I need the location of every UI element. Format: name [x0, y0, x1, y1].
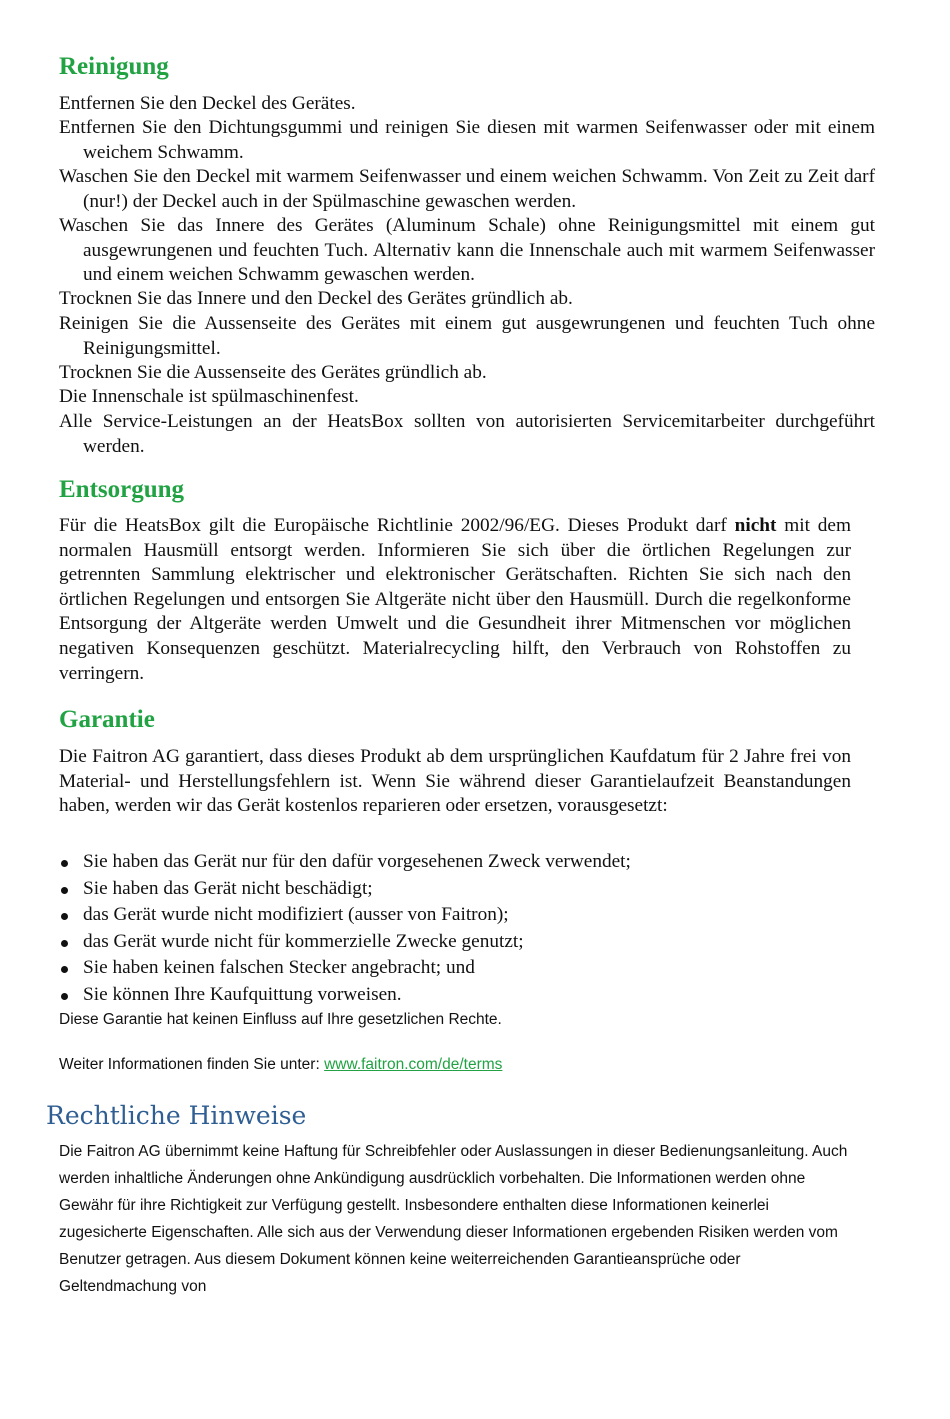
bullet-icon	[61, 913, 68, 920]
cleaning-step-6: Reinigen Sie die Aussenseite des Gerätes mit einem gut ausgewrungenen und feuchten Tuch ohne Reinigungsmittel.	[59, 313, 875, 359]
cleaning-step-4: Waschen Sie das Innere des Gerätes (Aluminum Schale) ohne Reinigungsmittel mit einem gut ausgewrungenen und feuchten Tuch. Alternativ kann die Innenschale auch mit warmem Seifenwasser und einem weichen Schwamm gewaschen werden.	[59, 215, 875, 286]
more-info-label: Weiter Informationen finden Sie unter:	[59, 1056, 325, 1073]
heading-rechtliche-hinweise: Rechtliche Hinweise	[46, 1101, 307, 1130]
list-item-text: Sie haben keinen falschen Stecker angebracht; und	[83, 957, 475, 978]
legal-paragraph: Die Faitron AG übernimmt keine Haftung für Schreibfehler oder Auslassungen in dieser Bedienungsanleitung. Auch werden inhaltliche Änderungen ohne Ankündigung ausdrücklich vorbehalten. Die Informationen werden ohne Gewähr für ihre Richtigkeit zur Verfügung gestellt. Insbesondere enthalten diese Informationen keinerlei zugesicherte Eigenschaften. Alle sich aus der Verwendung dieser Informationen ergebenden Risiken werden vom Benutzer getragen. Aus diesem Dokument können keine weiterreichenden Garantieansprüche oder Geltendmachung von	[59, 1143, 848, 1295]
bullet-icon	[61, 940, 68, 947]
disposal-paragraph	[59, 514, 851, 686]
warranty-intro: Die Faitron AG garantiert, dass dieses Produkt ab dem ursprünglichen Kaufdatum für 2 Jahre frei von Material- und Herstellungsfehlern ist. Wenn Sie während dieser Garantielaufzeit Beanstandungen haben, werden wir das Gerät kostenlos reparieren oder ersetzen, vorausgesetzt:	[59, 746, 851, 817]
bullet-icon	[61, 966, 68, 973]
list-item-text: Sie haben das Gerät nicht beschädigt;	[83, 877, 373, 899]
list-item-text: das Gerät wurde nicht für kommerzielle Zwecke genutzt;	[83, 930, 524, 952]
list-item	[59, 955, 851, 982]
disposal-text-start: Für die HeatsBox gilt die Europäische Richtlinie 2002/96/EG. Dieses Produkt darf	[59, 515, 735, 536]
list-item	[59, 982, 851, 1009]
cleaning-step-2: Entfernen Sie den Dichtungsgummi und reinigen Sie diesen mit warmen Seifenwasser oder mit einem weichem Schwamm.	[59, 117, 875, 163]
cleaning-step-5: Trocknen Sie das Innere und den Deckel des Gerätes gründlich ab.	[59, 288, 573, 309]
terms-link[interactable]: www.faitron.com/de/terms	[324, 1056, 503, 1073]
bullet-icon	[61, 993, 68, 1000]
bullet-icon	[61, 860, 68, 867]
disposal-emphasis: nicht	[734, 515, 777, 536]
cleaning-step-1: Entfernen Sie den Deckel des Gerätes.	[59, 93, 356, 114]
warranty-conditions-list	[59, 849, 851, 1008]
list-item-text: das Gerät wurde nicht modifiziert (ausser von Faitron);	[83, 904, 509, 925]
cleaning-step-7: Trocknen Sie die Aussenseite des Gerätes gründlich ab.	[59, 362, 487, 383]
list-item	[59, 849, 851, 876]
heading-reinigung: Reinigung	[59, 53, 169, 80]
more-info-line	[59, 1051, 851, 1078]
cleaning-step-8: Die Innenschale ist spülmaschinenfest.	[59, 386, 359, 407]
heading-garantie: Garantie	[59, 706, 155, 733]
bullet-icon	[61, 887, 68, 894]
disposal-text-end: mit dem normalen Hausmüll entsorgt werden. Informieren Sie sich über die örtlichen Regelungen zur getrennten Sammlung elektrischer und elektronischer Gerätschaften. Richten Sie sich nach den örtlichen Regelungen und entsorgen Sie Altgeräte nicht über den Hausmüll. Durch die regelkonforme Entsorgung der Altgeräte werden Umwelt und die Gesundheit ihrer Mitmenschen vor möglichen negativen Konsequenzen geschützt. Materialrecycling hilft, den Verbrauch von Rohstoffen zu verringern.	[59, 515, 851, 684]
heading-entsorgung: Entsorgung	[59, 476, 185, 503]
cleaning-step-9: Alle Service-Leistungen an der HeatsBox sollten von autorisierten Servicemitarbeiter durchgeführt werden.	[59, 411, 875, 457]
warranty-note: Diese Garantie hat keinen Einfluss auf Ihre gesetzlichen Rechte.	[59, 1011, 502, 1028]
list-item	[59, 876, 851, 903]
list-item	[59, 902, 851, 929]
cleaning-step-3: Waschen Sie den Deckel mit warmem Seifenwasser und einem weichen Schwamm. Von Zeit zu Zeit darf (nur!) der Deckel auch in der Spülmaschine gewaschen werden.	[59, 166, 875, 212]
list-item-text: Sie haben das Gerät nur für den dafür vorgesehenen Zweck verwendet;	[83, 851, 631, 872]
list-item	[59, 929, 851, 956]
list-item-text: Sie können Ihre Kaufquittung vorweisen.	[83, 983, 402, 1005]
